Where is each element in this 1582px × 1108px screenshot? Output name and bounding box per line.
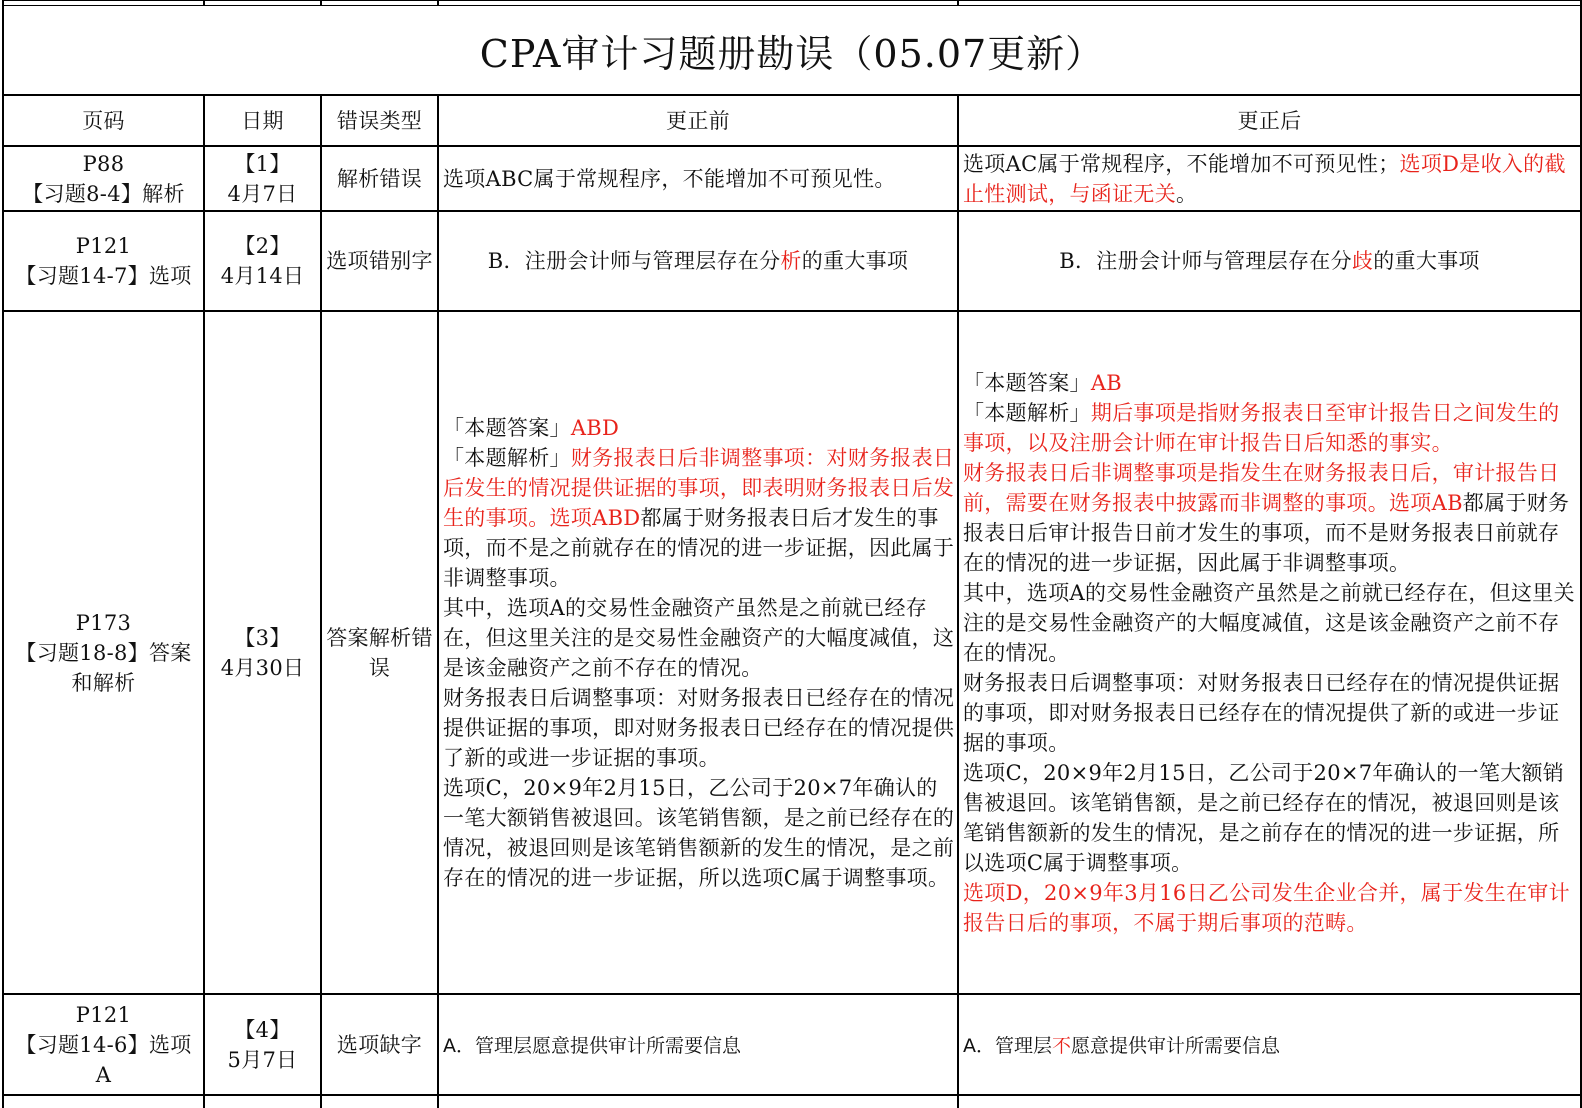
analysis-red: 财务报表日后非调整事项：对财务报表日后发生的情况提供证据的事项，即表明财务报表日后发生的事项。选项ABD	[443, 445, 955, 530]
row2-after-red: 歧	[1351, 249, 1374, 273]
row2-before-text-end: 的重大事项	[801, 249, 909, 273]
row3-number: 【3】	[234, 625, 291, 650]
row4-before-text: A．管理层愿意提供审计所需要信息	[443, 1035, 741, 1057]
row4-after-text-end: 愿意提供审计所需要信息	[1071, 1035, 1281, 1057]
row2-type	[326, 212, 433, 310]
row3-before-para: 其中，选项A的交易性金融资产虽然是之前就已经存在，但这里关注的是交易性金融资产的大幅度减值，这是该金融资产之前不存在的情况。	[443, 595, 955, 680]
grid-line	[2, 1094, 1582, 1096]
row3-type-text: 答案解析错误	[326, 625, 433, 680]
row3-before	[443, 312, 955, 993]
row4-after-text: A．管理层	[963, 1035, 1052, 1057]
row4-page	[4, 995, 203, 1094]
answer-value: AB	[1090, 370, 1123, 395]
para-text: 都属于财务报表日后审计报告日前才发生的事项，而不是财务报表日前就存在的情况的进一步证据，因此属于非调整事项。	[963, 490, 1570, 575]
title-text: CPA审计习题册勘误（05.07更新）	[479, 31, 1105, 76]
header-before	[439, 96, 957, 145]
row3-before-answer	[443, 413, 955, 443]
header-page-label: 页码	[82, 108, 125, 133]
answer-value: ABD	[570, 415, 620, 440]
row3-after-para: 其中，选项A的交易性金融资产虽然是之前就已经存在，但这里关注的是交易性金融资产的大幅度减值，这是该金融资产之前不存在的情况。	[963, 580, 1575, 665]
row4-after-red: 不	[1052, 1035, 1072, 1057]
row1-after-end: 。	[1176, 181, 1198, 206]
row1-page-line: 【习题8-4】解析	[22, 181, 185, 206]
row1-page	[4, 147, 203, 210]
row3-date	[205, 312, 320, 993]
row3-date-text: 4月30日	[220, 655, 305, 680]
header-before-label: 更正前	[666, 108, 730, 133]
row1-before	[443, 147, 955, 210]
header-after-label: 更正后	[1237, 108, 1302, 133]
header-after	[959, 96, 1580, 145]
row1-type	[322, 147, 437, 210]
header-date	[205, 96, 320, 145]
row4-page-line: A	[95, 1062, 112, 1087]
row1-date-text: 4月7日	[227, 181, 298, 206]
row1-date	[205, 147, 320, 210]
row4-type	[322, 995, 437, 1094]
row4-after	[963, 995, 1577, 1094]
row2-date-text: 4月14日	[220, 264, 305, 288]
row2-type-text: 选项错别字	[326, 249, 433, 273]
row3-after-answer	[963, 368, 1577, 398]
row3-after-para: 财务报表日后调整事项：对财务报表日已经存在的情况提供证据的事项，即对财务报表日已经存在的情况提供了新的或进一步证据的事项。	[963, 670, 1560, 755]
row2-after	[959, 212, 1580, 310]
analysis-red: 期后事项是指财务报表日至审计报告日之间发生的事项，以及注册会计师在审计报告日后知悉的事实。	[963, 400, 1560, 455]
row3-after-para-red: 选项D，20×9年3月16日乙公司发生企业合并，属于发生在审计报告日后的事项，不属于期后事项的范畴。	[963, 880, 1570, 935]
analysis-text: 都属于财务报表日后才发生的事项，而不是之前就存在的情况的进一步证据，因此属于非调整事项。	[443, 505, 955, 590]
analysis-label: 「本题解析」	[963, 400, 1091, 425]
answer-label: 「本题答案」	[963, 370, 1091, 395]
row2-page-line: P121	[75, 234, 132, 258]
row1-number: 【1】	[234, 151, 291, 176]
row2-after-text-end: 的重大事项	[1373, 249, 1480, 273]
row4-date-text: 5月7日	[227, 1047, 298, 1072]
row2-page	[4, 212, 203, 310]
row2-page-line: 【习题14-7】选项	[15, 264, 192, 288]
row3-after-para	[963, 458, 1577, 578]
row3-page-line: P173	[75, 610, 132, 635]
row2-after-text: B．注册会计师与管理层存在分	[1059, 249, 1352, 273]
row1-after-red: 选项D是收入的截止性测试，与函证无关	[963, 151, 1566, 206]
grid-line	[2, 0, 1582, 1]
row1-page-line: P88	[82, 151, 125, 176]
grid-line	[320, 94, 322, 1108]
row1-type-text: 解析错误	[336, 166, 423, 191]
header-type-label: 错误类型	[336, 108, 423, 133]
row1-after-text: 选项AC属于常规程序，不能增加不可预见性；	[963, 151, 1400, 176]
row1-before-text: 选项ABC属于常规程序，不能增加不可预见性。	[443, 166, 896, 191]
row4-before	[443, 995, 955, 1094]
row2-before-text: B．注册会计师与管理层存在分	[487, 249, 781, 273]
row4-date	[205, 995, 320, 1094]
row2-before	[439, 212, 957, 310]
row1-after	[963, 147, 1577, 210]
row3-page	[4, 312, 203, 993]
row3-type	[326, 312, 433, 993]
page-title	[4, 6, 1580, 94]
row3-after-analysis	[963, 398, 1577, 458]
row2-date	[205, 212, 320, 310]
header-page	[4, 96, 203, 145]
row3-page-line: 【习题18-8】答案	[15, 640, 192, 665]
row4-page-line: 【习题14-6】选项	[15, 1032, 192, 1057]
row4-number: 【4】	[234, 1017, 291, 1042]
row2-number: 【2】	[234, 234, 291, 258]
row3-before-para: 财务报表日后调整事项：对财务报表日已经存在的情况提供证据的事项，即对财务报表日已经存在的情况提供了新的或进一步证据的事项。	[443, 685, 955, 770]
row3-after	[963, 312, 1577, 993]
row2-before-red: 析	[780, 249, 802, 273]
row4-page-line: P121	[75, 1002, 132, 1027]
row3-after-para: 选项C，20×9年2月15日，乙公司于20×7年确认的一笔大额销售被退回。该笔销售额，是之前已经存在的情况，被退回则是该笔销售额新的发生的情况，是之前存在的情况的进一步证据，所以选项C属于调整事项。	[963, 760, 1565, 875]
row3-before-analysis	[443, 443, 955, 593]
answer-label: 「本题答案」	[443, 415, 571, 440]
header-type	[322, 96, 437, 145]
row3-page-line: 和解析	[71, 670, 136, 695]
row3-before-para: 选项C，20×9年2月15日，乙公司于20×7年确认的一笔大额销售被退回。该笔销售额，是之前已经存在的情况，被退回则是该笔销售额新的发生的情况，是之前存在的情况的进一步证据，所以选项C属于调整事项。	[443, 775, 955, 890]
header-date-label: 日期	[241, 108, 284, 133]
para-red: 财务报表日后非调整事项是指发生在财务报表日后，审计报告日前，需要在财务报表中披露而非调整的事项。选项AB	[963, 460, 1560, 515]
analysis-label: 「本题解析」	[443, 445, 571, 470]
row4-type-text: 选项缺字	[336, 1032, 423, 1057]
